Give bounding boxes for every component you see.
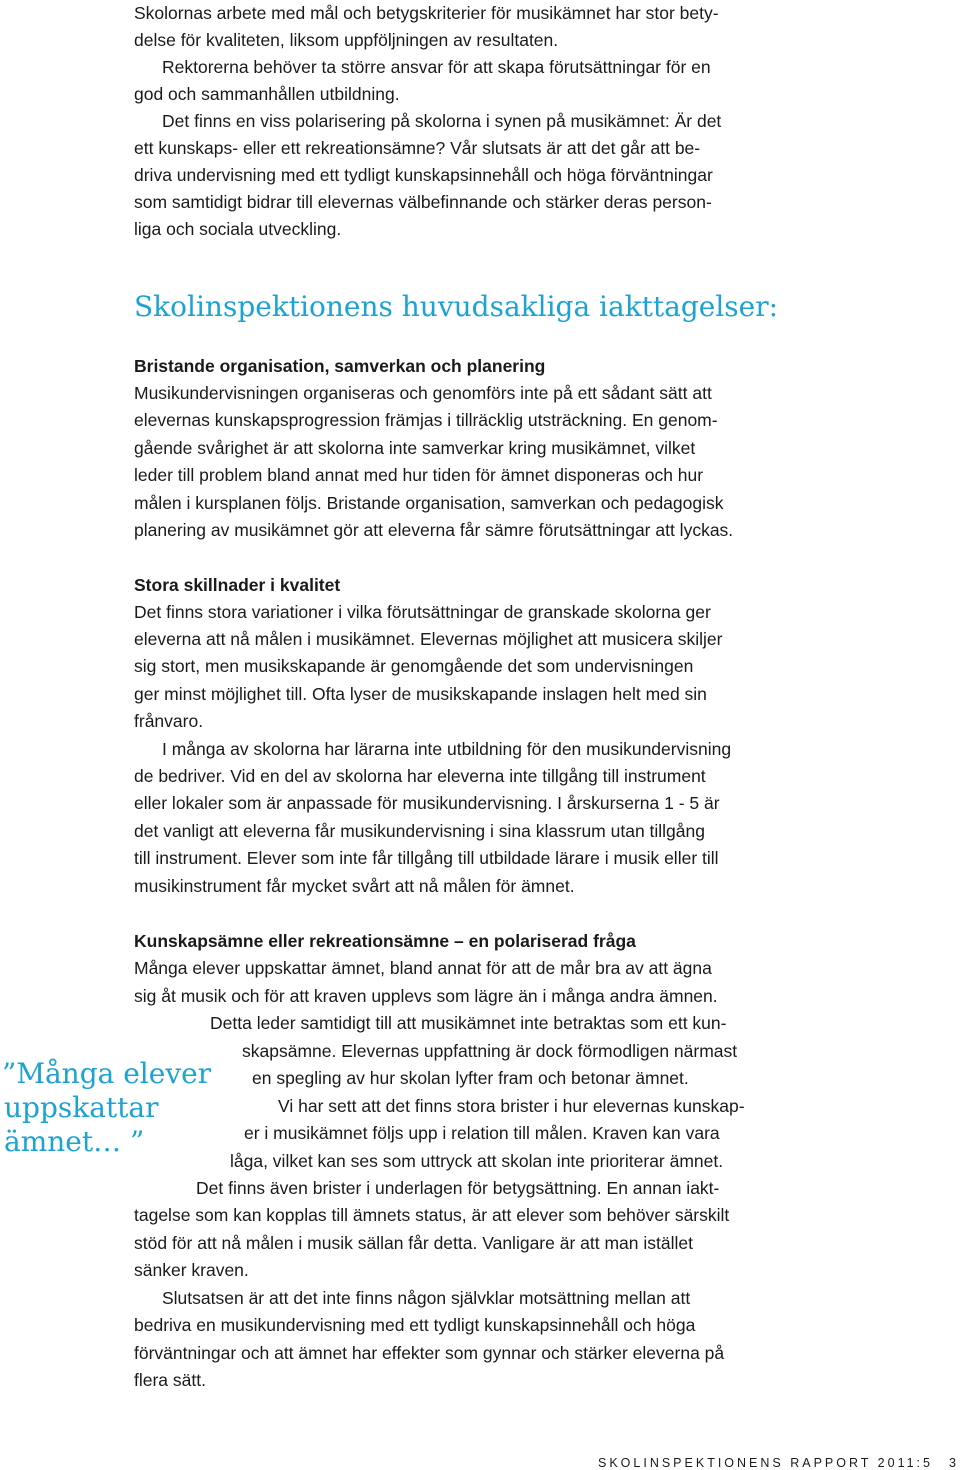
section-heading: Bristande organisation, samverkan och planering bbox=[134, 356, 546, 376]
text-line: låga, vilket kan ses som uttryck att skolan inte prioriterar ämnet. bbox=[230, 1151, 724, 1171]
text-line: Vi har sett att det finns stora brister i hur elevernas kunskap- bbox=[278, 1096, 745, 1116]
text-line: eleverna att nå målen i musikämnet. Elevernas möjlighet att musicera skiljer bbox=[134, 629, 723, 649]
text-line: Slutsatsen är att det inte finns någon självklar motsättning mellan att bbox=[162, 1288, 691, 1308]
text-line: planering av musikämnet gör att eleverna får sämre förutsättningar att lyckas. bbox=[134, 520, 734, 540]
main-heading: Skolinspektionens huvudsakliga iakttagelser: bbox=[134, 290, 779, 323]
text-line: Detta leder samtidigt till att musikämnet inte betraktas som ett kun- bbox=[210, 1013, 727, 1033]
section-heading: Kunskapsämne eller rekreationsämne – en polariserad fråga bbox=[134, 931, 636, 951]
text-line: flera sätt. bbox=[134, 1370, 206, 1390]
text-line: liga och sociala utveckling. bbox=[134, 219, 342, 239]
text-line: frånvaro. bbox=[134, 711, 204, 731]
text-line: I många av skolorna har lärarna inte utbildning för den musikundervisning bbox=[162, 739, 732, 759]
text-line: delse för kvaliteten, liksom uppföljningen av resultaten. bbox=[134, 30, 559, 50]
text-line: Rektorerna behöver ta större ansvar för att skapa förutsättningar för en bbox=[162, 57, 711, 77]
text-line: ger minst möjlighet till. Ofta lyser de musikskapande inslagen helt med sin bbox=[134, 684, 707, 704]
text-line: Det finns stora variationer i vilka förutsättningar de granskade skolorna ger bbox=[134, 602, 711, 622]
text-line: elevernas kunskapsprogression främjas i tillräcklig utsträckning. En genom- bbox=[134, 410, 718, 430]
pull-quote-line: ämnet… ” bbox=[4, 1125, 145, 1158]
text-line: er i musikämnet följs upp i relation till målen. Kraven kan vara bbox=[244, 1123, 720, 1143]
text-line: god och sammanhållen utbildning. bbox=[134, 84, 400, 104]
text-line: Det finns en viss polarisering på skolorna i synen på musikämnet: Är det bbox=[162, 111, 722, 131]
text-line: Skolornas arbete med mål och betygskriterier för musikämnet har stor bety- bbox=[134, 3, 719, 23]
text-line: Det finns även brister i underlagen för betygsättning. En annan iakt- bbox=[196, 1178, 720, 1198]
text-line: bedriva en musikundervisning med ett tydligt kunskapsinnehåll och höga bbox=[134, 1315, 696, 1335]
text-line: sig stort, men musikskapande är genomgående det som undervisningen bbox=[134, 656, 694, 676]
text-line: skapsämne. Elevernas uppfattning är dock förmodligen närmast bbox=[242, 1041, 738, 1061]
text-line: sänker kraven. bbox=[134, 1260, 249, 1280]
text-line: till instrument. Elever som inte får tillgång till utbildade lärare i musik eller till bbox=[134, 848, 719, 868]
text-line: tagelse som kan kopplas till ämnets status, är att elever som behöver särskilt bbox=[134, 1205, 730, 1225]
text-line: musikinstrument får mycket svårt att nå målen för ämnet. bbox=[134, 876, 575, 896]
page-number: 3 bbox=[949, 1456, 956, 1470]
footer-publication: SKOLINSPEKTIONENS RAPPORT 2011:5 bbox=[598, 1456, 933, 1470]
text-line: eller lokaler som är anpassade för musikundervisning. I årskurserna 1 - 5 är bbox=[134, 793, 720, 813]
pull-quote-line: uppskattar bbox=[4, 1091, 159, 1124]
pull-quote-line: ”Många elever bbox=[2, 1057, 212, 1090]
section-heading: Stora skillnader i kvalitet bbox=[134, 575, 341, 595]
text-line: sig åt musik och för att kraven upplevs som lägre än i många andra ämnen. bbox=[134, 986, 718, 1006]
text-line: Musikundervisningen organiseras och genomförs inte på ett sådant sätt att bbox=[134, 383, 712, 403]
text-line: gående svårighet är att skolorna inte samverkar kring musikämnet, vilket bbox=[134, 438, 696, 458]
text-line: målen i kursplanen följs. Bristande organisation, samverkan och pedagogisk bbox=[134, 493, 724, 513]
text-line: som samtidigt bidrar till elevernas välbefinnande och stärker deras person- bbox=[134, 192, 712, 212]
text-line: ett kunskaps- eller ett rekreationsämne? Vår slutsats är att det går att be- bbox=[134, 138, 701, 158]
text-line: det vanligt att eleverna får musikundervisning i sina klassrum utan tillgång bbox=[134, 821, 705, 841]
text-line: Många elever uppskattar ämnet, bland annat för att de mår bra av att ägna bbox=[134, 958, 712, 978]
text-line: leder till problem bland annat med hur tiden för ämnet disponeras och hur bbox=[134, 465, 704, 485]
text-line: driva undervisning med ett tydligt kunskapsinnehåll och höga förväntningar bbox=[134, 165, 713, 185]
text-line: de bedriver. Vid en del av skolorna har eleverna inte tillgång till instrument bbox=[134, 766, 706, 786]
text-line: förväntningar och att ämnet har effekter som gynnar och stärker eleverna på bbox=[134, 1343, 725, 1363]
text-line: en spegling av hur skolan lyfter fram och betonar ämnet. bbox=[252, 1068, 689, 1088]
text-line: stöd för att nå målen i musik sällan får detta. Vanligare är att man istället bbox=[134, 1233, 693, 1253]
